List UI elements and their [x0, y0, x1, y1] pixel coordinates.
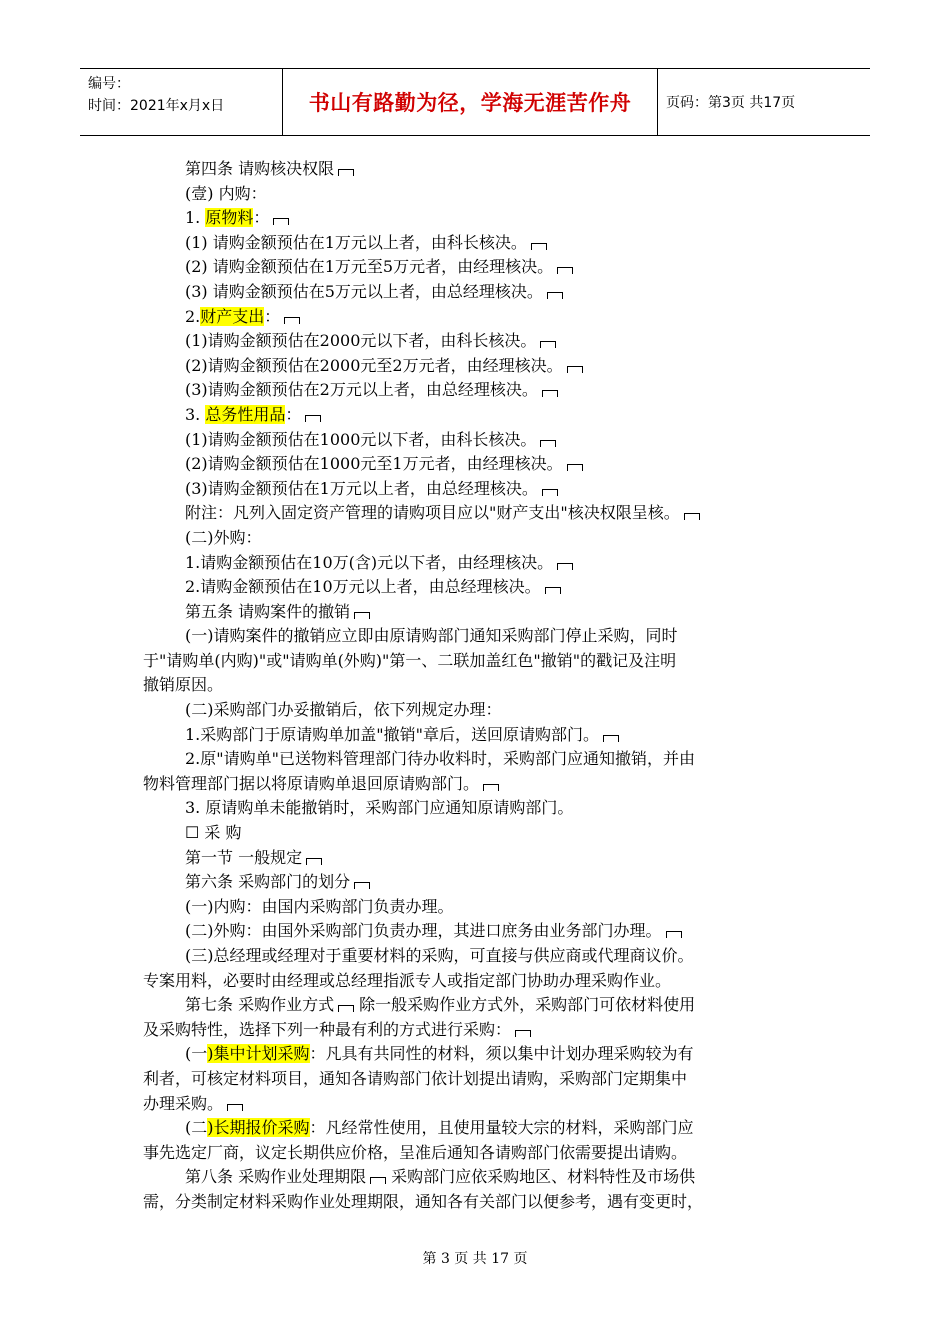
text-line: (一)内购：由国内采购部门负责办理。 — [185, 896, 454, 916]
paragraph-mark-icon — [531, 243, 547, 250]
text-line: (1)请购金额预估在1000元以下者，由科长核决。 — [143, 428, 803, 453]
paragraph-mark-icon — [542, 390, 558, 397]
paragraph-mark-icon — [338, 169, 354, 176]
article-heading: 第四条 请购核决权限 — [143, 157, 803, 182]
highlighted-term: 财产支出 — [200, 306, 265, 326]
header-page-info — [658, 69, 870, 135]
text-line: (二)采购部门办妥撤销后，依下列规定办理： — [185, 700, 502, 720]
text-line: (1)请购金额预估在2000元以下者，由科长核决。 — [143, 329, 803, 354]
paragraph-mark-icon — [354, 882, 370, 889]
paragraph-mark-icon — [567, 464, 583, 471]
paragraph-mark-icon — [684, 513, 700, 520]
footer-page-number: 第 3 页 共 17 页 — [422, 1251, 528, 1267]
text-line: (三)总经理或经理对于重要材料的采购，可直接与供应商或代理商议价。 — [185, 946, 694, 965]
paragraph-mark-icon — [666, 931, 682, 938]
highlighted-term: )长期报价采购 — [207, 1118, 310, 1138]
highlighted-term: )集中计划采购 — [207, 1044, 310, 1064]
paragraph-mark-icon — [557, 563, 573, 570]
text-line: 需，分类制定材料采购作业处理期限，通知各有关部门以便参考，遇有变更时， — [143, 1191, 704, 1211]
article-heading: 第六条 采购部门的划分 — [143, 870, 803, 895]
article-heading: 第八条 采购作业处理期限 采购部门应依采购地区、材料特性及市场供 — [185, 1167, 696, 1187]
text-line: 1.采购部门于原请购单加盖"撤销"章后，送回原请购部门。 — [143, 723, 803, 748]
text-line: 事先选定厂商，议定长期供应价格，呈准后通知各请购部门依需要提出请购。 — [143, 1142, 688, 1162]
text-line: (1) 请购金额预估在1万元以上者，由科长核决。 — [143, 231, 803, 256]
paragraph-mark-icon — [306, 858, 322, 865]
text-line: (2)请购金额预估在2000元至2万元者，由经理核决。 — [143, 354, 803, 379]
chapter-heading: ☐ 采 购 — [185, 823, 242, 843]
text-line: (3)请购金额预估在1万元以上者，由总经理核决。 — [143, 477, 803, 502]
highlighted-term: 原物料 — [205, 208, 254, 228]
paragraph-mark-icon — [515, 1030, 531, 1037]
header-motto — [283, 69, 658, 135]
text-line: 撤销原因。 — [143, 675, 224, 695]
paragraph-mark-icon — [540, 440, 556, 447]
paragraph-mark-icon — [354, 612, 370, 619]
text-line: 及采购特性，选择下列一种最有利的方式进行采购： — [143, 1018, 803, 1043]
text-line: 于"请购单(内购)"或"请购单(外购)"第一、二联加盖红色"撤销"的戳记及注明 — [143, 650, 677, 670]
text-line: 3. 原请购单未能撤销时，采购部门应通知原请购部门。 — [185, 798, 574, 818]
paragraph-mark-icon — [547, 292, 563, 299]
text-line: (二)长期报价采购：凡经常性使用，且使用量较大宗的材料，采购部门应 — [185, 1118, 694, 1138]
paragraph-mark-icon — [540, 341, 556, 348]
paragraph-mark-icon — [557, 267, 573, 274]
article-heading: 第五条 请购案件的撤销 — [143, 600, 803, 625]
paragraph-mark-icon — [273, 218, 289, 225]
text-line: 1. 原物料： — [143, 206, 803, 231]
paragraph-mark-icon — [567, 366, 583, 373]
section-heading: 第一节 一般规定 — [143, 846, 803, 871]
paragraph-mark-icon — [603, 735, 619, 742]
text-line: 办理采购。 — [143, 1092, 803, 1117]
text-line: 2.原"请购单"已送物料管理部门待办收料时，采购部门应通知撤销，并由 — [185, 749, 695, 769]
paragraph-mark-icon — [370, 1177, 386, 1184]
text-line: 1.请购金额预估在10万(含)元以下者，由经理核决。 — [143, 551, 803, 576]
paragraph-mark-icon — [338, 1005, 354, 1012]
paragraph-mark-icon — [483, 784, 499, 791]
document-number: 编号： — [88, 76, 130, 92]
text-line: 2.请购金额预估在10万元以上者，由总经理核决。 — [143, 575, 803, 600]
page-footer — [0, 1248, 950, 1268]
text-line: (二)外购：由国外采购部门负责办理，其进口庶务由业务部门办理。 — [143, 919, 803, 944]
paragraph-mark-icon — [542, 489, 558, 496]
text-line: (2)请购金额预估在1000元至1万元者，由经理核决。 — [143, 452, 803, 477]
text-line: 2.财产支出： — [143, 305, 803, 330]
text-line: 利者，可核定材料项目，通知各请购部门依计划提出请购，采购部门定期集中 — [143, 1068, 688, 1088]
text-line: (3)请购金额预估在2万元以上者，由总经理核决。 — [143, 378, 803, 403]
page-number-label: 页码：第3页 共17页 — [666, 95, 796, 111]
paragraph-mark-icon — [284, 317, 300, 324]
document-date: 时间：2021年x月x日 — [88, 98, 225, 114]
text-line: 物料管理部门据以将原请购单退回原请购部门。 — [143, 772, 803, 797]
text-line: (一)集中计划采购：凡具有共同性的材料，须以集中计划办理采购较为有 — [185, 1044, 694, 1064]
paragraph-mark-icon — [305, 415, 321, 422]
text-line: 3. 总务性用品： — [143, 403, 803, 428]
text-line: (3) 请购金额预估在5万元以上者，由总经理核决。 — [143, 280, 803, 305]
paragraph-mark-icon — [545, 587, 561, 594]
motto-text: 书山有路勤为径，学海无涯苦作舟 — [308, 91, 632, 115]
text-line: (二)外购： — [185, 527, 262, 547]
highlighted-term: 总务性用品 — [205, 404, 286, 424]
text-line: (2) 请购金额预估在1万元至5万元者，由经理核决。 — [143, 255, 803, 280]
text-line: 专案用料，必要时由经理或总经理指派专人或指定部门协助办理采购作业。 — [143, 970, 672, 990]
header-meta — [80, 69, 283, 135]
article-heading: 第七条 采购作业方式 除一般采购作业方式外，采购部门可依材料使用 — [185, 995, 696, 1015]
text-line: (一)请购案件的撤销应立即由原请购部门通知采购部门停止采购，同时 — [185, 626, 678, 646]
page-header — [80, 68, 870, 136]
text-line: (壹) 内购： — [185, 183, 267, 203]
document-body — [143, 157, 803, 1215]
paragraph-mark-icon — [227, 1104, 243, 1111]
text-line: 附注：凡列入固定资产管理的请购项目应以"财产支出"核决权限呈核。 — [143, 501, 803, 526]
